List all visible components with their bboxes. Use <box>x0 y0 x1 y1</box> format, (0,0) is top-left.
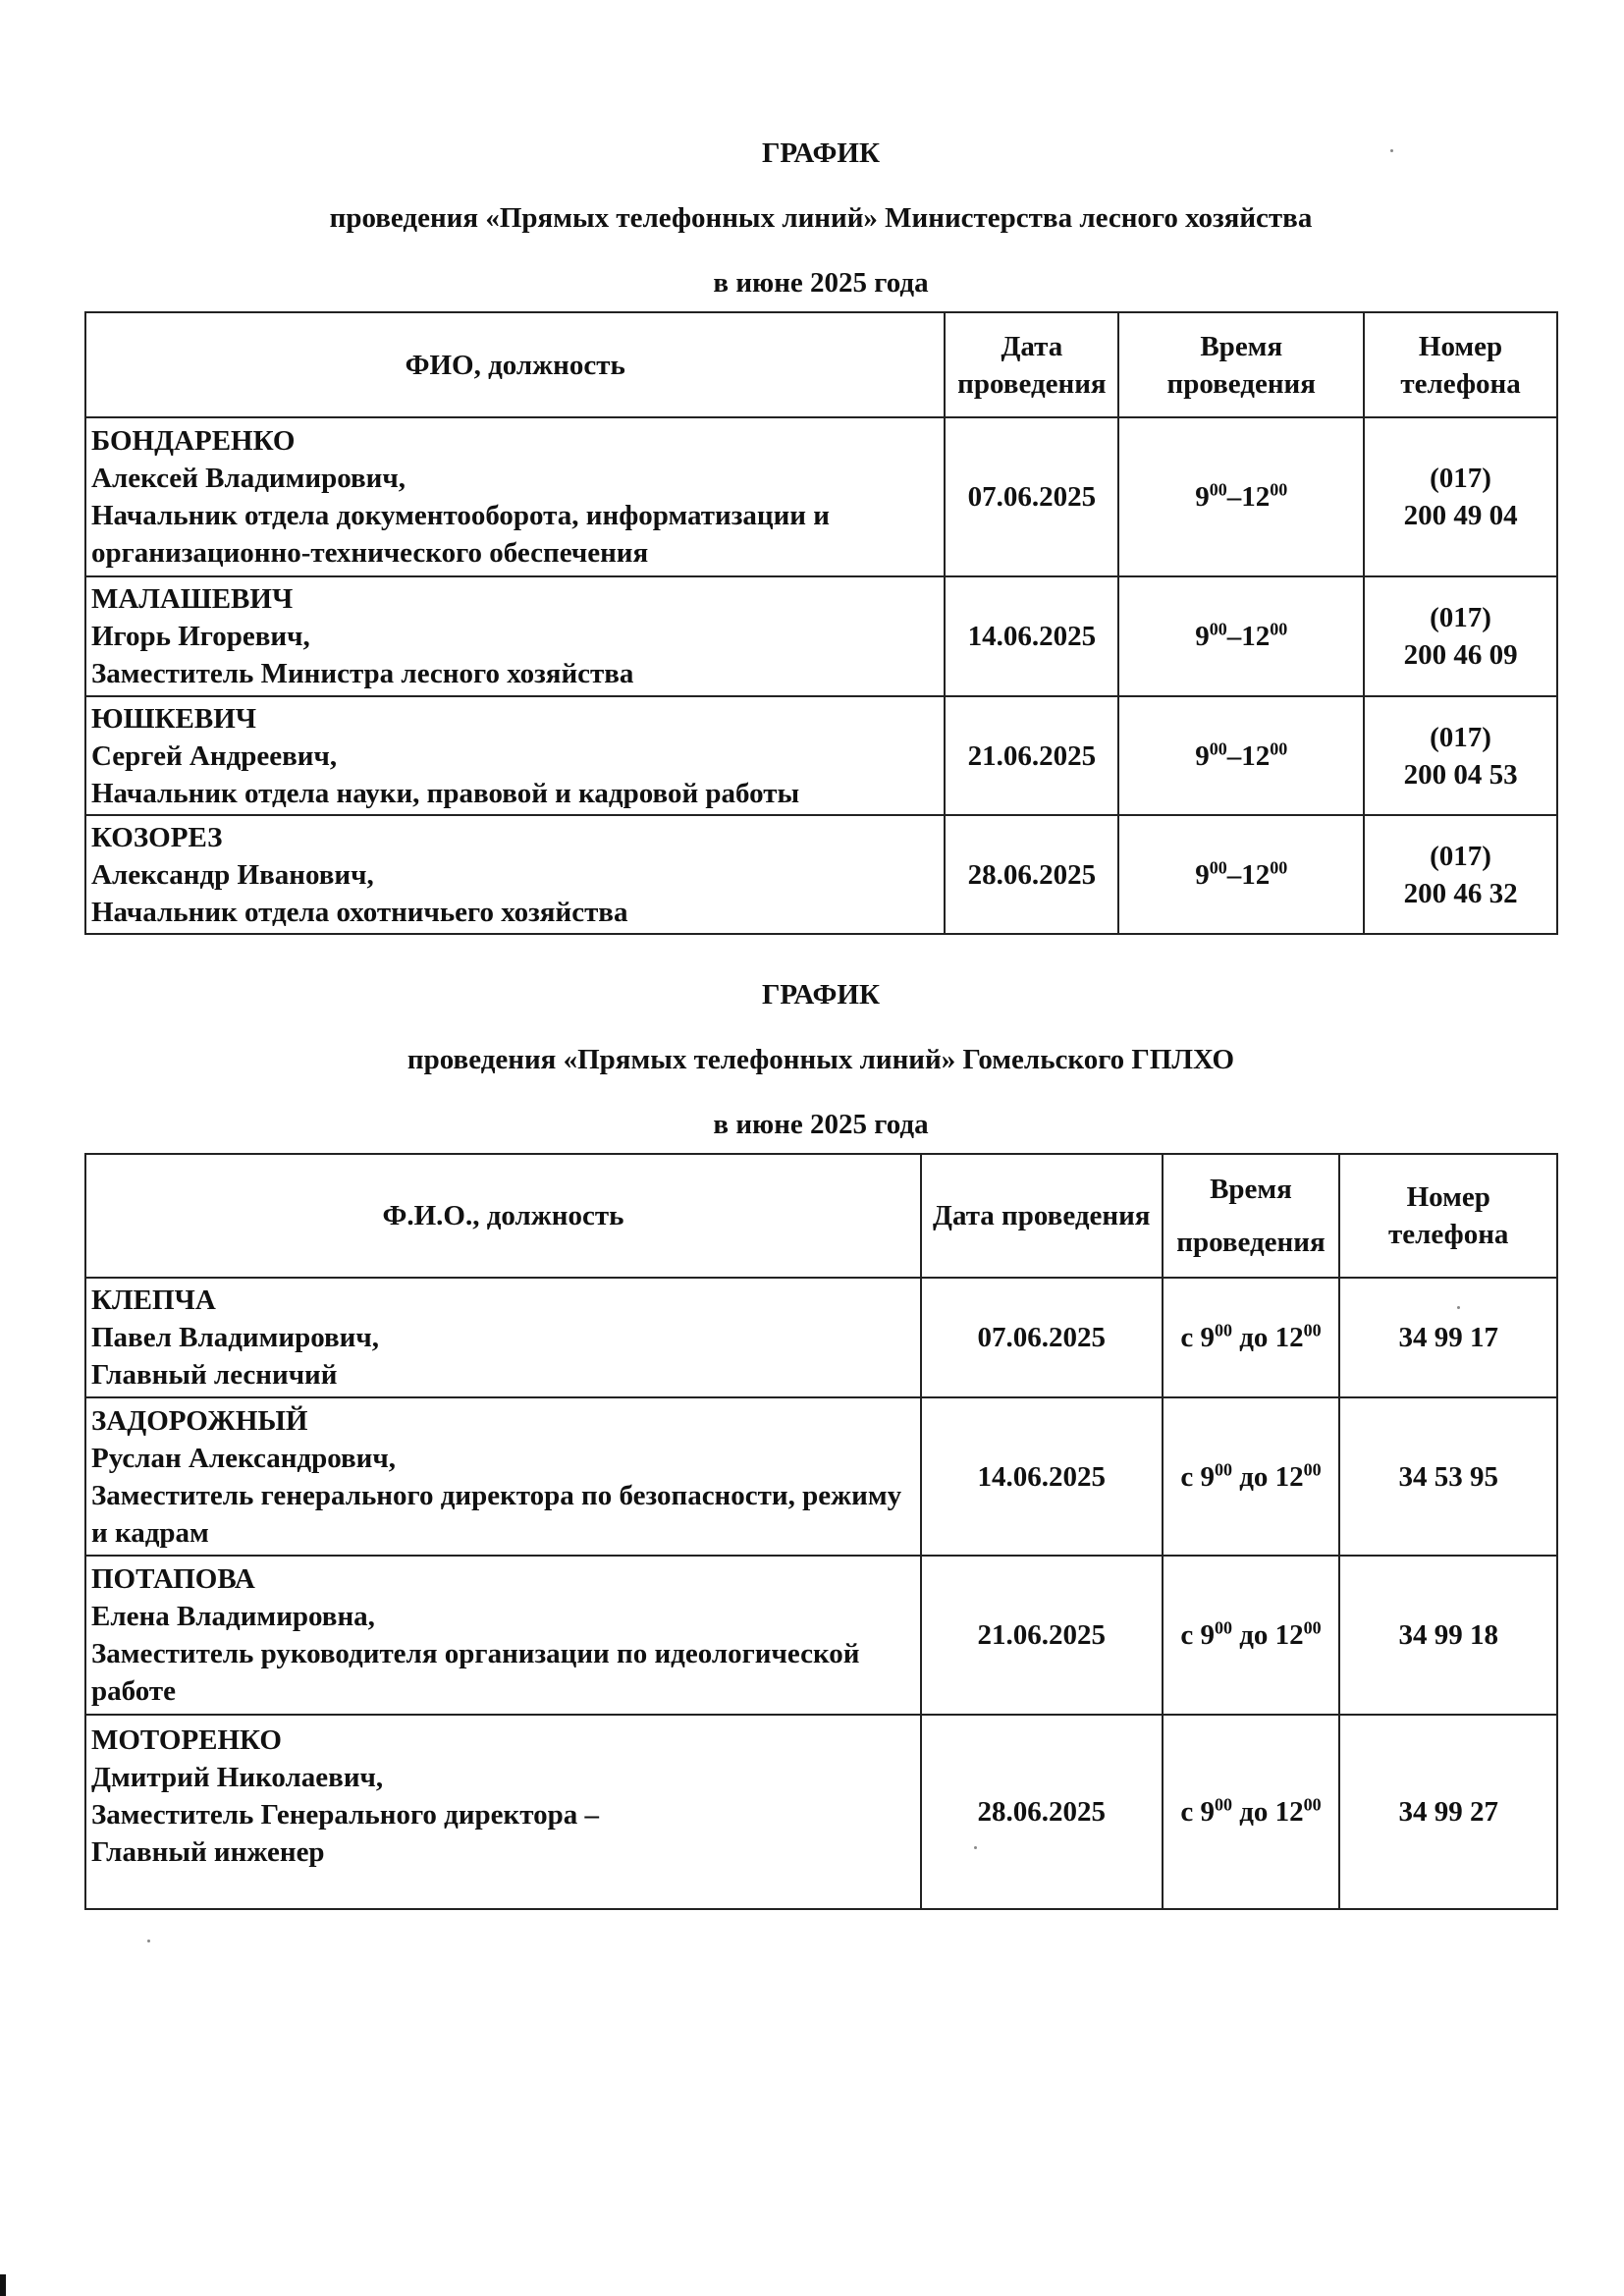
section2-period: в июне 2025 года <box>713 1109 929 1140</box>
person-position: Заместитель генерального директора по безопасности, режиму и кадрам <box>91 1479 902 1549</box>
phone-cell: 34 99 27 <box>1339 1715 1557 1909</box>
phone-number: 200 46 09 <box>1403 639 1518 671</box>
person-cell <box>85 1556 921 1715</box>
time-to-minutes: 00 <box>1270 856 1288 877</box>
time-from: 9 <box>1200 1796 1215 1828</box>
date-cell: 28.06.2025 <box>945 815 1118 934</box>
time-cell <box>1163 1715 1340 1909</box>
time-prefix: с <box>1180 1796 1194 1828</box>
time-from-minutes: 00 <box>1214 1794 1232 1815</box>
time-from-minutes: 00 <box>1209 738 1227 758</box>
header-time-line1: Время <box>1210 1174 1292 1205</box>
time-prefix: с <box>1180 1322 1194 1353</box>
time-mid: до <box>1239 1460 1269 1493</box>
time-separator: – <box>1226 739 1242 772</box>
section1-table <box>84 311 1558 935</box>
time-from-minutes: 00 <box>1214 1320 1232 1340</box>
person-surname: ЮШКЕВИЧ <box>91 702 257 735</box>
time-to-minutes: 00 <box>1270 738 1288 758</box>
time-to-minutes: 00 <box>1270 619 1288 639</box>
scan-speck <box>1390 149 1393 152</box>
person-position: Заместитель Министра лесного хозяйства <box>91 658 634 689</box>
phone-code: (017) <box>1430 721 1491 753</box>
time-from: 9 <box>1195 739 1210 772</box>
person-surname: ПОТАПОВА <box>91 1563 255 1595</box>
date-cell: 21.06.2025 <box>921 1556 1163 1715</box>
time-mid: до <box>1239 1796 1269 1828</box>
time-to: 12 <box>1274 1322 1304 1353</box>
person-name: Игорь Игоревич, <box>91 621 310 652</box>
person-name: Елена Владимировна, <box>91 1601 375 1632</box>
phone-cell: 34 99 17 <box>1339 1278 1557 1397</box>
time-mid: до <box>1239 1619 1269 1651</box>
scan-edge-mark <box>0 2274 6 2296</box>
header-date: Дата проведения <box>921 1154 1163 1278</box>
time-from: 9 <box>1200 1619 1215 1651</box>
header-time <box>1163 1154 1340 1278</box>
time-from: 9 <box>1195 481 1210 513</box>
time-from: 9 <box>1195 621 1210 652</box>
header-phone: Номер телефона <box>1364 312 1557 417</box>
person-position: Главный лесничий <box>91 1359 338 1391</box>
time-cell <box>1118 815 1364 934</box>
person-name: Павел Владимирович, <box>91 1322 379 1353</box>
time-from: 9 <box>1195 858 1210 891</box>
time-from-minutes: 00 <box>1209 479 1227 500</box>
header-person: Ф.И.О., должность <box>85 1154 921 1278</box>
person-cell <box>85 576 945 696</box>
person-surname: МАЛАШЕВИЧ <box>91 583 294 615</box>
table-row <box>85 576 1557 696</box>
time-cell <box>1163 1556 1340 1715</box>
time-to: 12 <box>1241 739 1271 772</box>
header-person: ФИО, должность <box>85 312 945 417</box>
time-from: 9 <box>1200 1460 1215 1493</box>
person-position: Начальник отдела науки, правовой и кадровой работы <box>91 777 800 809</box>
person-name: Александр Иванович, <box>91 858 374 891</box>
person-surname: КОЗОРЕЗ <box>91 821 223 853</box>
date-cell: 07.06.2025 <box>945 417 1118 576</box>
section1-subtitle: проведения «Прямых телефонных линий» Министерства лесного хозяйства <box>329 202 1313 234</box>
section2-heading <box>84 977 1557 1142</box>
time-to: 12 <box>1274 1460 1304 1493</box>
time-to: 12 <box>1241 621 1271 652</box>
time-to-minutes: 00 <box>1303 1458 1322 1479</box>
phone-cell <box>1364 576 1557 696</box>
person-cell <box>85 696 945 815</box>
time-to: 12 <box>1241 858 1271 891</box>
section1-period: в июне 2025 года <box>713 267 929 299</box>
time-separator: – <box>1226 621 1242 652</box>
table-row <box>85 696 1557 815</box>
table-row <box>85 1715 1557 1909</box>
time-from: 9 <box>1200 1322 1215 1353</box>
time-from-minutes: 00 <box>1209 856 1227 877</box>
section2-table <box>84 1153 1558 1910</box>
person-name: Сергей Андреевич, <box>91 739 338 772</box>
table-header-row <box>85 1154 1557 1278</box>
person-surname: ЗАДОРОЖНЫЙ <box>91 1404 308 1437</box>
time-prefix: с <box>1180 1619 1194 1651</box>
time-cell <box>1163 1278 1340 1397</box>
person-name: Дмитрий Николаевич, <box>91 1762 384 1793</box>
time-cell <box>1118 417 1364 576</box>
time-from-minutes: 00 <box>1214 1617 1232 1638</box>
time-from-minutes: 00 <box>1209 619 1227 639</box>
person-cell <box>85 417 945 576</box>
header-date: Дата проведения <box>945 312 1118 417</box>
table-row <box>85 1397 1557 1556</box>
phone-cell: 34 53 95 <box>1339 1397 1557 1556</box>
time-to-minutes: 00 <box>1303 1320 1322 1340</box>
person-cell <box>85 1278 921 1397</box>
person-position: Начальник отдела охотничьего хозяйства <box>91 896 628 928</box>
time-to-minutes: 00 <box>1270 479 1288 500</box>
time-to-minutes: 00 <box>1303 1794 1322 1815</box>
date-cell: 28.06.2025 <box>921 1715 1163 1909</box>
person-position: Начальник отдела документооборота, информатизации и организационно-технического обеспечения <box>91 500 830 569</box>
header-time: Время проведения <box>1118 312 1364 417</box>
section2-subtitle: проведения «Прямых телефонных линий» Гомельского ГПЛХО <box>406 1044 1235 1075</box>
person-cell <box>85 1397 921 1556</box>
date-cell: 14.06.2025 <box>921 1397 1163 1556</box>
person-cell <box>85 1715 921 1909</box>
scan-speck <box>974 1846 977 1849</box>
date-cell: 21.06.2025 <box>945 696 1118 815</box>
date-cell: 07.06.2025 <box>921 1278 1163 1397</box>
person-surname: БОНДАРЕНКО <box>91 425 296 457</box>
phone-code: (017) <box>1430 840 1491 872</box>
header-phone: Номер телефона <box>1339 1154 1557 1278</box>
phone-cell <box>1364 696 1557 815</box>
section1-heading <box>84 136 1557 301</box>
time-cell <box>1118 576 1364 696</box>
phone-number: 200 04 53 <box>1403 758 1518 791</box>
phone-code: (017) <box>1430 463 1491 494</box>
phone-code: (017) <box>1430 602 1491 633</box>
time-to-minutes: 00 <box>1303 1617 1322 1638</box>
phone-number: 200 49 04 <box>1403 500 1518 531</box>
person-name: Алексей Владимирович, <box>91 463 406 494</box>
person-name: Руслан Александрович, <box>91 1442 396 1474</box>
person-surname: КЛЕПЧА <box>91 1285 216 1316</box>
time-to: 12 <box>1274 1796 1304 1828</box>
time-from-minutes: 00 <box>1214 1458 1232 1479</box>
time-prefix: с <box>1180 1460 1194 1493</box>
time-cell <box>1163 1397 1340 1556</box>
phone-number: 200 46 32 <box>1403 877 1518 909</box>
time-separator: – <box>1226 858 1242 891</box>
scan-speck <box>147 1940 150 1942</box>
table-header-row <box>85 312 1557 417</box>
time-cell <box>1118 696 1364 815</box>
phone-cell: 34 99 18 <box>1339 1556 1557 1715</box>
date-cell: 14.06.2025 <box>945 576 1118 696</box>
time-separator: – <box>1226 481 1242 513</box>
section1-title: ГРАФИК <box>761 137 881 169</box>
table-row <box>85 815 1557 934</box>
header-time-line2: проведения <box>1176 1227 1326 1258</box>
table-row <box>85 1556 1557 1715</box>
person-surname: МОТОРЕНКО <box>91 1724 282 1756</box>
person-position: Заместитель руководителя организации по идеологической работе <box>91 1638 860 1707</box>
scan-speck <box>1457 1306 1460 1309</box>
table-row <box>85 417 1557 576</box>
time-mid: до <box>1239 1322 1269 1353</box>
time-to: 12 <box>1241 481 1271 513</box>
time-to: 12 <box>1274 1619 1304 1651</box>
phone-cell <box>1364 417 1557 576</box>
table-row <box>85 1278 1557 1397</box>
section2-title: ГРАФИК <box>761 979 881 1011</box>
phone-cell <box>1364 815 1557 934</box>
person-cell <box>85 815 945 934</box>
person-position: Заместитель Генерального директора – Главный инженер <box>91 1799 600 1868</box>
